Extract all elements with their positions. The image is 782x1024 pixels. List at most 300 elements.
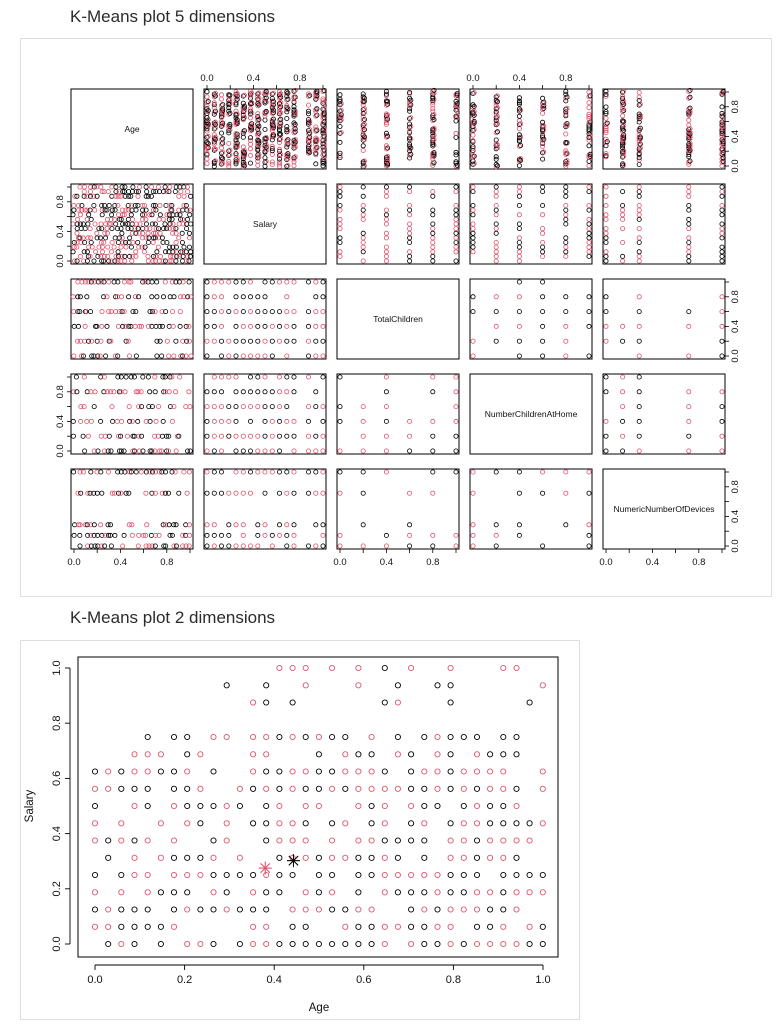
data-point [163,185,167,189]
data-point [188,405,192,409]
data-point [146,240,150,244]
data-point [78,533,82,537]
panel-box [470,469,592,549]
data-point [89,470,93,474]
data-point [637,405,641,409]
data-point [277,449,281,453]
x-tick-label: 0.2 [176,974,193,986]
data-point [241,491,245,495]
data-point [182,194,186,198]
data-point [471,190,475,194]
data-point [185,227,189,231]
data-point [256,544,260,548]
data-point [100,250,104,254]
data-point [384,213,388,217]
data-point [494,324,498,328]
data-point [454,222,458,226]
data-point [234,544,238,548]
data-point [109,544,113,548]
data-point [248,339,252,343]
data-point [454,250,458,254]
data-point [234,470,238,474]
tick-label: 0.4 [55,224,66,239]
data-point [277,491,281,495]
data-point [212,295,216,299]
data-point [270,405,274,409]
data-point [621,259,625,263]
data-point [517,280,521,284]
data-point [637,236,641,240]
data-point [687,259,691,263]
data-point [99,222,103,226]
tick-label: 0.0 [200,73,214,84]
tick-label: 0.0 [730,159,741,173]
data-point [384,190,388,194]
data-point [720,405,724,409]
data-point [256,523,260,527]
data-point [688,95,692,99]
data-point [212,449,216,453]
data-point [621,213,625,217]
data-point [384,250,388,254]
data-point [88,190,92,194]
data-point [146,231,150,235]
data-point [248,419,252,423]
matrix-panel [337,88,459,169]
data-point [219,470,223,474]
data-point [241,533,245,537]
tick-label: 0.4 [55,414,66,429]
data-point [71,222,75,226]
data-point [339,130,343,134]
data-point [720,190,724,194]
data-point [95,185,99,189]
data-point [119,194,123,198]
data-point [263,310,267,314]
data-point [99,434,103,438]
data-point [227,310,231,314]
data-point [103,544,107,548]
data-point [72,208,76,212]
data-point [234,280,238,284]
data-point [155,280,159,284]
data-point [219,324,223,328]
left-axis [55,187,71,268]
data-point [361,250,365,254]
data-point [188,533,192,537]
data-point [471,310,475,314]
data-point [78,185,82,189]
data-point [227,141,231,145]
data-point [361,208,365,212]
data-point [471,470,475,474]
data-point [587,159,591,163]
data-point [408,185,412,189]
data-point [604,254,608,258]
data-point [123,254,127,258]
top-axis [200,73,323,89]
scatter-plot-title: K-Means plot 2 dimensions [70,608,276,627]
data-point [72,470,76,474]
data-point [188,236,192,240]
data-point [285,116,289,120]
panel-box [204,374,326,454]
data-point [145,523,149,527]
data-point [361,240,365,244]
data-point [122,280,126,284]
data-point [604,250,608,254]
data-point [321,295,325,299]
data-point [248,390,252,394]
data-point [130,222,134,226]
data-point [129,213,133,217]
data-point [564,203,568,207]
data-point [219,93,223,97]
data-point [241,390,245,394]
data-point [158,339,162,343]
data-point [622,89,626,93]
data-point [517,185,521,189]
data-point [541,470,545,474]
data-point [494,523,498,527]
data-point [248,354,252,358]
data-point [189,295,193,299]
data-point [587,295,591,299]
data-point [587,208,591,212]
data-point [314,405,318,409]
data-point [517,240,521,244]
data-point [285,339,289,343]
data-point [228,148,232,152]
data-point [517,127,521,131]
data-point [454,236,458,240]
right-axis [725,472,741,553]
data-point [241,470,245,474]
data-point [338,222,342,226]
data-point [637,339,641,343]
data-point [219,280,223,284]
data-point [541,240,545,244]
data-point [564,310,568,314]
data-point [564,240,568,244]
variable-label: Age [124,124,140,134]
data-point [285,295,289,299]
data-point [687,236,691,240]
data-point [205,157,209,161]
data-point [687,118,691,122]
y-tick-label: 0.0 [51,936,63,952]
data-point [384,245,388,249]
data-point [153,375,157,379]
data-point [149,533,153,537]
data-point [471,208,475,212]
data-point [89,419,93,423]
data-point [256,533,260,537]
data-point [541,295,545,299]
data-point [720,194,724,198]
data-point [541,544,545,548]
data-point [78,544,82,548]
data-point [93,390,97,394]
data-point [179,190,183,194]
data-point [338,240,342,244]
data-point [161,217,165,221]
data-point [155,250,159,254]
data-point [720,295,724,299]
data-point [92,259,96,263]
data-point [587,227,591,231]
data-point [71,213,75,217]
data-point [174,449,178,453]
data-point [517,250,521,254]
data-point [285,354,289,358]
matrix-panel [204,184,326,264]
data-point [256,449,260,453]
data-point [338,194,342,198]
data-point [172,354,176,358]
data-point [321,405,325,409]
data-point [285,324,289,328]
data-point [86,222,90,226]
data-point [174,259,178,263]
panel-box [470,279,592,359]
data-point [621,324,625,328]
data-point [687,310,691,314]
data-point [604,310,608,314]
data-point [110,185,114,189]
data-point [130,523,134,527]
data-point [285,491,289,495]
data-point [338,250,342,254]
data-point [174,240,178,244]
data-point [256,295,260,299]
data-point [138,185,142,189]
data-point [431,390,435,394]
data-point [205,310,209,314]
tick-label: 0.8 [730,290,741,304]
data-point [227,375,231,379]
data-point [271,117,275,121]
data-point [102,240,106,244]
data-point [277,523,281,527]
data-point [637,217,641,221]
data-point [99,523,103,527]
data-point [604,236,608,240]
data-point [234,339,238,343]
data-point [95,231,99,235]
matrix-panel [204,374,326,454]
data-point [541,227,545,231]
data-point [720,324,724,328]
data-point [153,222,157,226]
data-point [277,434,281,438]
data-point [234,405,238,409]
data-point [205,544,209,548]
panel-box [337,184,459,264]
data-point [177,491,181,495]
data-point [241,354,245,358]
data-point [720,354,724,358]
data-point [621,339,625,343]
data-point [431,236,435,240]
data-point [248,375,252,379]
data-point [687,217,691,221]
data-point [263,419,267,423]
panel-box [71,374,193,454]
data-point [270,449,274,453]
right-axis [725,92,741,173]
data-point [338,93,342,97]
data-point [306,491,310,495]
data-point [494,470,498,474]
data-point [604,295,608,299]
matrix-panel [71,184,193,264]
data-point [720,449,724,453]
data-point [161,295,165,299]
data-point [292,491,296,495]
tick-label: 0.0 [730,539,741,553]
data-point [720,236,724,240]
data-point [384,254,388,258]
data-point [338,405,342,409]
panel-box [204,279,326,359]
data-point [72,203,76,207]
data-point [384,434,388,438]
data-point [127,354,131,358]
tick-label: 0.4 [113,557,128,568]
data-point [604,449,608,453]
data-point [104,236,108,240]
data-point [157,405,161,409]
data-point [408,213,412,217]
data-point [587,101,591,105]
data-point [78,254,82,258]
data-point [604,105,608,109]
data-point [604,116,608,120]
data-point [122,449,126,453]
data-point [178,310,182,314]
data-point [263,354,267,358]
data-point [234,419,238,423]
data-point [471,339,475,343]
data-point [409,116,413,120]
data-point [431,240,435,244]
data-point [517,523,521,527]
data-point [270,434,274,438]
data-point [189,194,193,198]
data-point [361,194,365,198]
data-point [205,491,209,495]
data-point [219,533,223,537]
data-point [166,491,170,495]
data-point [263,295,267,299]
data-point [408,236,412,240]
tick-label: 0.4 [645,557,660,568]
data-point [292,523,296,527]
data-point [270,339,274,343]
data-point [564,132,568,136]
data-point [83,449,87,453]
data-point [227,523,231,527]
data-point [146,375,150,379]
data-point [361,419,365,423]
data-point [110,227,114,231]
data-point [285,390,289,394]
data-point [338,419,342,423]
data-point [587,523,591,527]
data-point [160,354,164,358]
data-point [212,280,216,284]
data-point [541,245,545,249]
data-point [306,375,310,379]
data-point [88,208,92,212]
data-point [306,339,310,343]
data-point [431,470,435,474]
data-point [155,354,159,358]
data-point [587,106,591,110]
data-point [79,419,83,423]
data-point [100,324,104,328]
data-point [89,310,93,314]
data-point [256,310,260,314]
data-point [270,544,274,548]
data-point [174,339,178,343]
data-point [189,354,193,358]
data-point [212,324,216,328]
data-point [494,533,498,537]
data-point [517,213,521,217]
data-point [205,449,209,453]
data-point [517,295,521,299]
tick-label: 0.0 [55,254,66,268]
data-point [234,523,238,527]
data-point [219,544,223,548]
data-point [720,419,724,423]
data-point [205,354,209,358]
data-point [637,375,641,379]
data-point [471,523,475,527]
data-point [517,236,521,240]
data-point [587,491,591,495]
data-point [109,250,113,254]
data-point [186,190,190,194]
data-point [408,222,412,226]
data-point [687,434,691,438]
data-point [85,419,89,423]
data-point [263,339,267,343]
data-point [541,339,545,343]
data-point [431,213,435,217]
data-point [75,227,79,231]
data-point [93,222,97,226]
data-point [472,91,476,95]
data-point [604,375,608,379]
tick-label: 0.4 [730,129,741,144]
tick-label: 0.4 [730,319,741,334]
data-point [321,354,325,358]
data-point [140,405,144,409]
data-point [86,434,90,438]
data-point [517,259,521,263]
data-point [720,203,724,207]
data-point [270,390,274,394]
data-point [384,470,388,474]
data-point [517,310,521,314]
data-point [187,390,191,394]
data-point [604,434,608,438]
data-point [361,217,365,221]
data-point [151,240,155,244]
